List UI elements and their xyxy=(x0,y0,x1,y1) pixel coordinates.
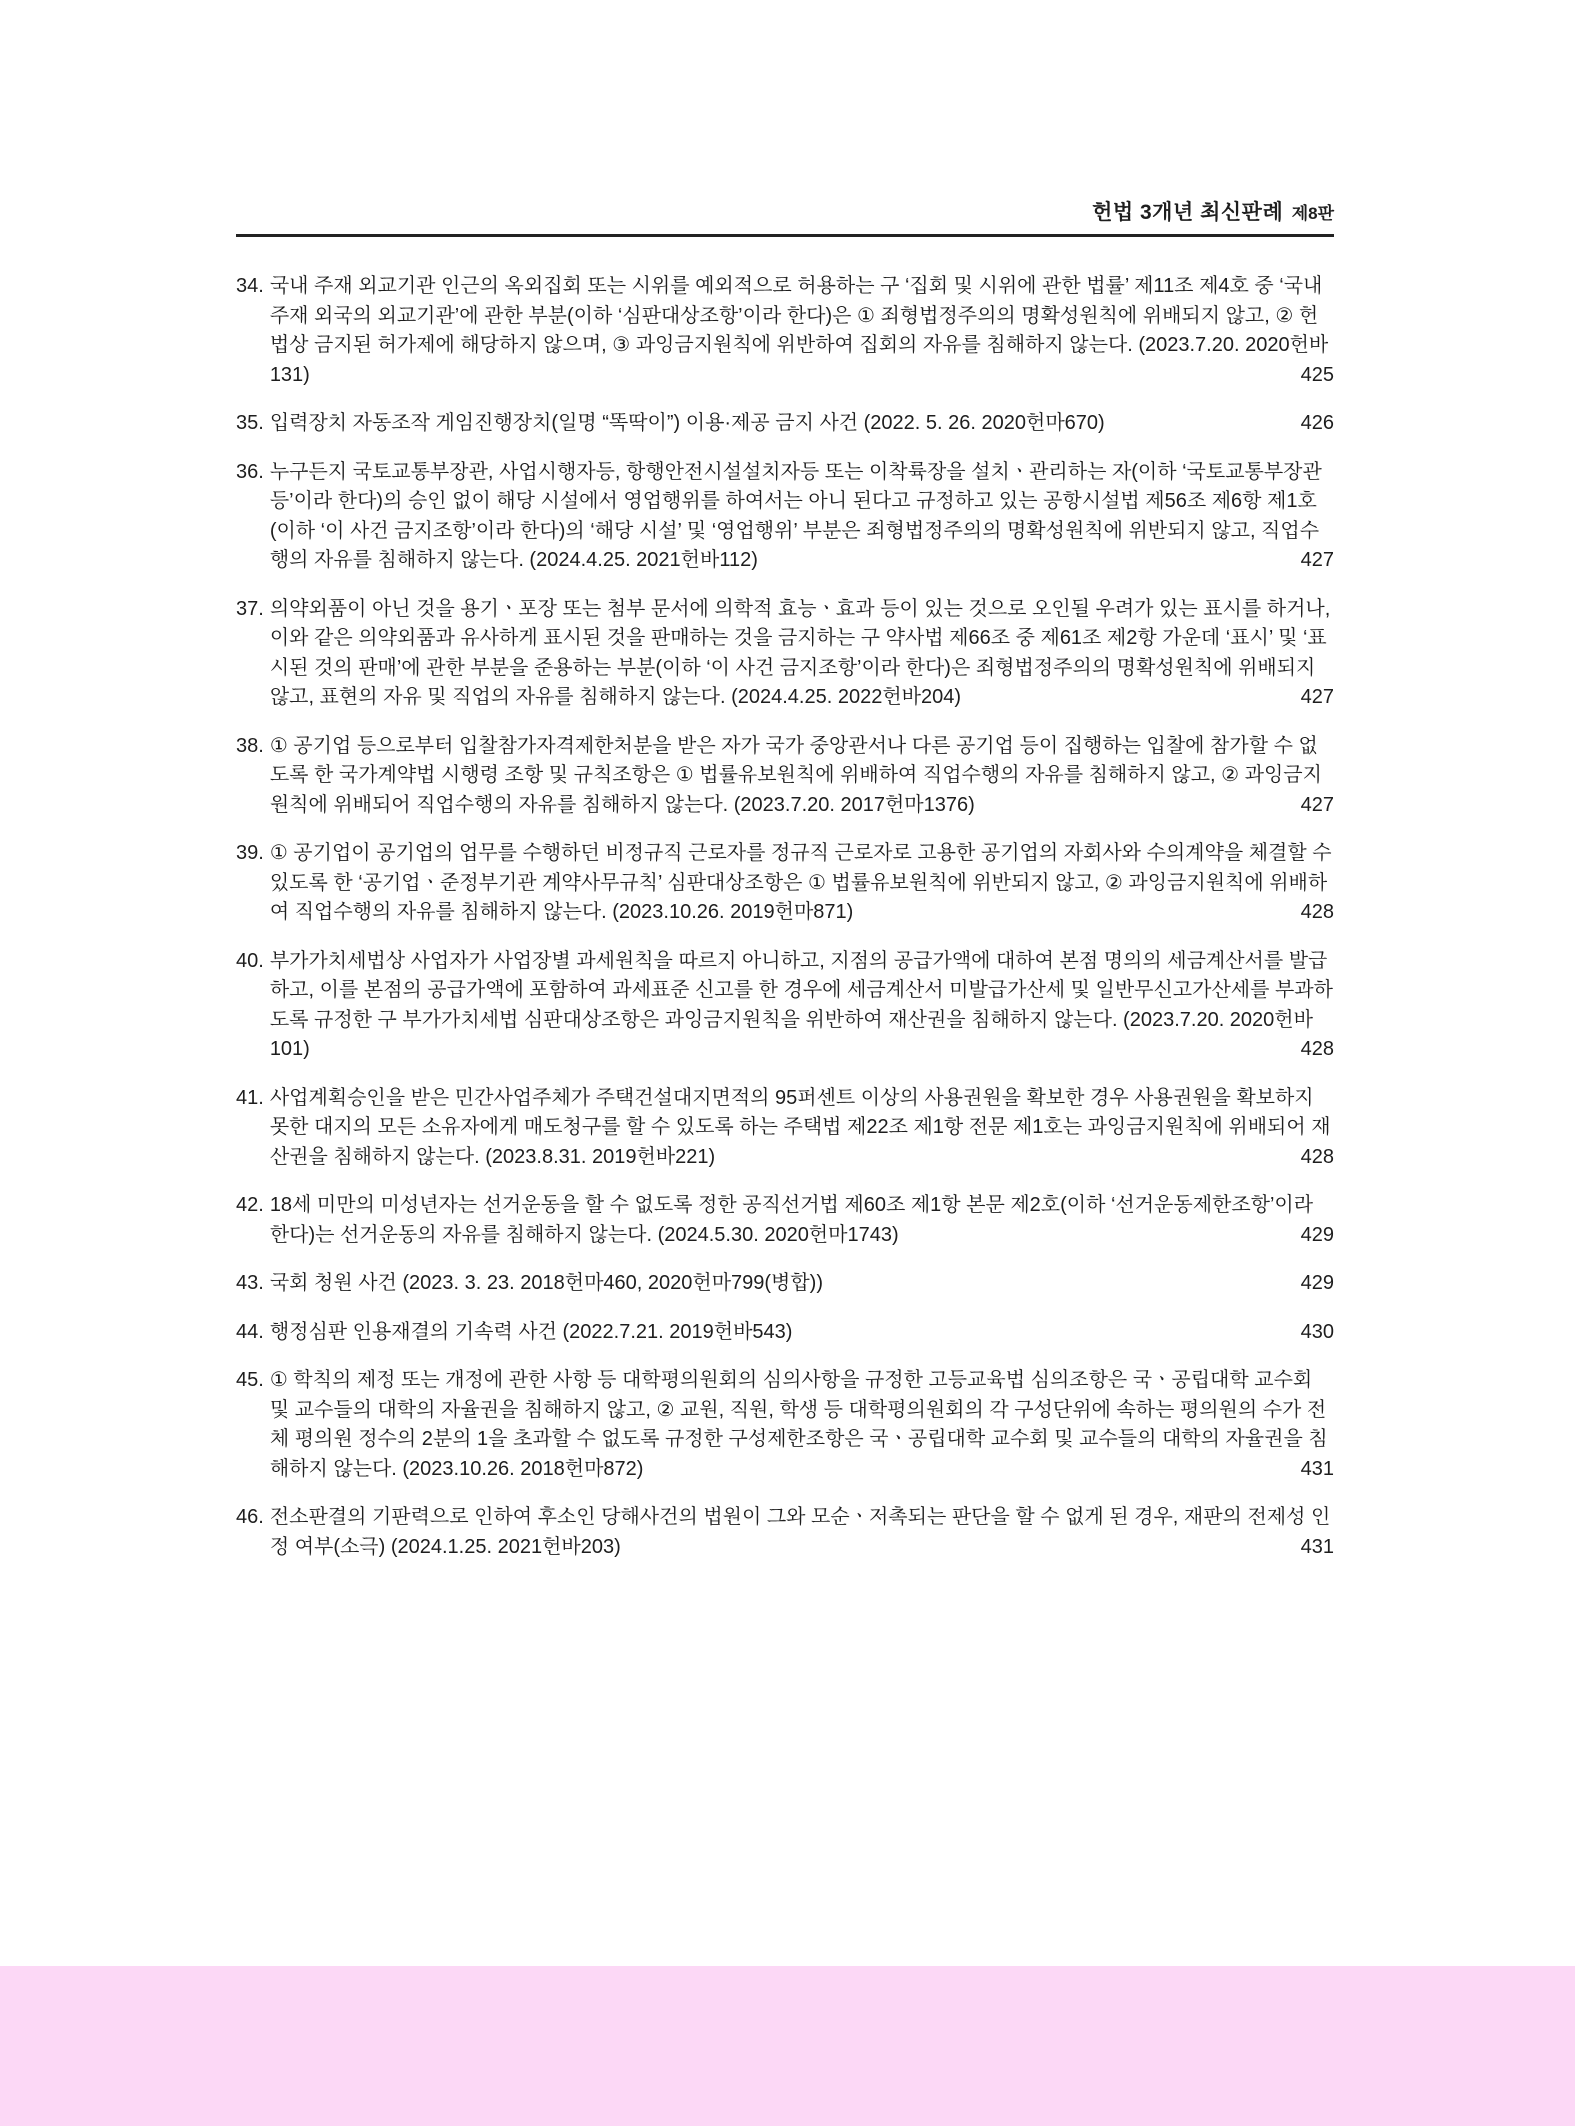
toc-entry-number: 37. xyxy=(236,597,264,620)
toc-entry-page: 431 xyxy=(1300,1457,1334,1480)
toc-entry-text: ① 공기업 등으로부터 입찰참가자격제한처분을 받은 자가 국가 중앙관서나 다른 공기업 등이 집행하는 입찰에 참가할 수 없도록 한 국가계약법 시행령 조항 및 규칙조항은 ① 법률유보원칙에 위배하여 직업수행의 자유를 침해하지 않고, ② 과잉금지원칙에 위배되어 직업수행의 자유를 침해하지 않는다. (2023.7.20. 2017헌마1376) xyxy=(269,734,1322,816)
book-title: 헌법 3개년 최신판례 xyxy=(1092,201,1284,224)
toc-entry-number: 45. xyxy=(236,1369,264,1391)
toc-entry-number: 44. xyxy=(236,1320,264,1343)
toc-entry-page: 428 xyxy=(1300,901,1334,923)
toc-entry-body xyxy=(270,272,1334,390)
toc-entry-text: 18세 미만의 미성년자는 선거운동을 할 수 없도록 정한 공직선거법 제60조 제1항 본문 제2호(이하 ‘선거운동제한조항’이라 한다)는 선거운동의 자유를 침해하지 않는다. (2024.5.30. 2020헌마1743) xyxy=(269,1194,1314,1246)
toc-entry-body xyxy=(270,947,1334,1065)
toc-entry-body xyxy=(270,1191,1334,1250)
toc-entry-page: 431 xyxy=(1300,1535,1334,1558)
toc-entry-text: 국회 청원 사건 (2023. 3. 23. 2018헌마460, 2020헌마799(병합)) xyxy=(269,1272,823,1294)
toc-entry-page: 427 xyxy=(1300,549,1334,571)
toc-entry-page: 425 xyxy=(1300,363,1334,386)
table-of-contents xyxy=(236,272,1334,1581)
toc-entry xyxy=(236,409,1334,439)
toc-entry-number: 46. xyxy=(236,1506,264,1528)
toc-entry-number: 43. xyxy=(236,1272,264,1294)
toc-entry xyxy=(236,272,1334,390)
toc-entry-text: ① 공기업이 공기업의 업무를 수행하던 비정규직 근로자를 정규직 근로자로 고용한 공기업의 자회사와 수의계약을 체결할 수 있도록 한 ‘공기업ㆍ준정부기관 계약사무규칙’ 심판대상조항은 ① 법률유보원칙에 위반되지 않고, ② 과잉금지원칙에 위배하여 직업수행의 자유를 침해하지 않는다. (2023.10.26. 2019헌마871) xyxy=(269,842,1332,923)
toc-entry xyxy=(236,1269,1334,1299)
toc-entry-page: 429 xyxy=(1300,1223,1334,1246)
toc-entry xyxy=(236,1084,1334,1173)
toc-entry-body xyxy=(270,595,1334,713)
toc-entry xyxy=(236,1318,1334,1348)
toc-entry-text: 부가가치세법상 사업자가 사업장별 과세원칙을 따르지 아니하고, 지점의 공급가액에 대하여 본점 명의의 세금계산서를 발급하고, 이를 본점의 공급가액에 포함하여 과세표준 신고를 한 경우에 세금계산서 미발급가산세 및 일반무신고가산세를 부과하도록 규정한 구 부가가치세법 심판대상조항은 과잉금지원칙을 위반하여 재산권을 침해하지 않는다. (2023.7.20. 2020헌바101) xyxy=(269,949,1333,1060)
toc-entry-page: 426 xyxy=(1300,412,1334,434)
toc-entry-page: 430 xyxy=(1300,1320,1334,1343)
toc-entry-page: 429 xyxy=(1300,1272,1334,1294)
toc-entry xyxy=(236,1191,1334,1250)
toc-entry-body xyxy=(270,839,1334,928)
toc-entry-page: 427 xyxy=(1300,793,1334,816)
toc-entry-page: 427 xyxy=(1300,686,1334,708)
toc-entry-page: 428 xyxy=(1300,1145,1334,1168)
toc-entry-number: 35. xyxy=(236,412,264,434)
toc-entry-number: 36. xyxy=(236,460,264,483)
toc-entry-number: 41. xyxy=(236,1086,264,1109)
toc-entry xyxy=(236,947,1334,1065)
toc-entry-number: 34. xyxy=(236,275,264,297)
toc-entry-body xyxy=(270,732,1334,821)
toc-entry xyxy=(236,839,1334,928)
toc-entry-body xyxy=(270,1503,1334,1562)
toc-entry-text: 의약외품이 아닌 것을 용기ㆍ포장 또는 첨부 문서에 의학적 효능ㆍ효과 등이 있는 것으로 오인될 우려가 있는 표시를 하거나, 이와 같은 의약외품과 유사하게 표시된 것을 판매하는 것을 금지하는 구 약사법 제66조 중 제61조 제2항 가운데 ‘표시’ 및 ‘표시된 것의 판매’에 관한 부분을 준용하는 부분(이하 ‘이 사건 금지조항’이라 한다)은 죄형법정주의의 명확성원칙에 위배되지 않고, 표현의 자유 및 직업의 자유를 침해하지 않는다. (2024.4.25. 2022헌바204) xyxy=(269,597,1331,708)
toc-entry-number: 40. xyxy=(236,949,264,972)
toc-entry-body xyxy=(270,1084,1334,1173)
toc-entry-number: 39. xyxy=(236,842,264,864)
running-header xyxy=(236,196,1334,237)
toc-entry-text: ① 학칙의 제정 또는 개정에 관한 사항 등 대학평의원회의 심의사항을 규정한 고등교육법 심의조항은 국ㆍ공립대학 교수회 및 교수들의 대학의 자율권을 침해하지 않고, ② 교원, 직원, 학생 등 대학평의원회의 각 구성단위에 속하는 평의원의 수가 전체 평의원 정수의 2분의 1을 초과할 수 없도록 규정한 구성제한조항은 국ㆍ공립대학 교수회 및 교수들의 대학의 자율권을 침해하지 않는다. (2023.10.26. 2018헌마872) xyxy=(269,1369,1328,1480)
toc-entry-number: 38. xyxy=(236,734,264,757)
toc-entry xyxy=(236,1503,1334,1562)
toc-entry xyxy=(236,595,1334,713)
toc-entry-body xyxy=(270,1269,1334,1299)
toc-entry-body xyxy=(270,409,1334,439)
toc-entry xyxy=(236,732,1334,821)
toc-entry-body xyxy=(270,1366,1334,1484)
toc-entry-text: 누구든지 국토교통부장관, 사업시행자등, 항행안전시설설치자등 또는 이착륙장을 설치ㆍ관리하는 자(이하 ‘국토교통부장관등’이라 한다)의 승인 없이 해당 시설에서 영업행위를 하여서는 아니 된다고 규정하고 있는 공항시설법 제56조 제6항 제1호(이하 ‘이 사건 금지조항’이라 한다)의 ‘해당 시설’ 및 ‘영업행위’ 부분은 죄형법정주의의 명확성원칙에 위반되지 않고, 직업수행의 자유를 침해하지 않는다. (2024.4.25. 2021헌바112) xyxy=(269,460,1322,571)
toc-entry xyxy=(236,458,1334,576)
toc-entry-body xyxy=(270,458,1334,576)
toc-entry-text: 사업계획승인을 받은 민간사업주체가 주택건설대지면적의 95퍼센트 이상의 사용권원을 확보한 경우 사용권원을 확보하지 못한 대지의 모든 소유자에게 매도청구를 할 수 있도록 하는 주택법 제22조 제1항 전문 제1호는 과잉금지원칙에 위배되어 재산권을 침해하지 않는다. (2023.8.31. 2019헌바221) xyxy=(269,1086,1331,1168)
toc-entry-page: 428 xyxy=(1300,1038,1334,1060)
toc-entry-text: 행정심판 인용재결의 기속력 사건 (2022.7.21. 2019헌바543) xyxy=(269,1320,793,1343)
toc-entry xyxy=(236,1366,1334,1484)
toc-entry-text: 전소판결의 기판력으로 인하여 후소인 당해사건의 법원이 그와 모순ㆍ저촉되는 판단을 할 수 없게 된 경우, 재판의 전제성 인정 여부(소극) (2024.1.25. 2021헌바203) xyxy=(269,1506,1331,1558)
book-edition: 제8판 xyxy=(1291,204,1334,223)
toc-entry-text: 입력장치 자동조작 게임진행장치(일명 “똑딱이”) 이용·제공 금지 사건 (2022. 5. 26. 2020헌마670) xyxy=(269,412,1105,434)
toc-entry-number: 42. xyxy=(236,1194,264,1216)
footer-band xyxy=(0,1966,1575,2126)
toc-entry-text: 국내 주재 외교기관 인근의 옥외집회 또는 시위를 예외적으로 허용하는 구 ‘집회 및 시위에 관한 법률’ 제11조 제4호 중 ‘국내 주재 외국의 외교기관’에 관한 부분(이하 ‘심판대상조항’이라 한다)은 ① 죄형법정주의의 명확성원칙에 위배되지 않고, ② 헌법상 금지된 허가제에 해당하지 않으며, ③ 과잉금지원칙에 위반하여 집회의 자유를 침해하지 않는다. (2023.7.20. 2020헌바131) xyxy=(269,275,1329,386)
toc-entry-body xyxy=(270,1318,1334,1348)
